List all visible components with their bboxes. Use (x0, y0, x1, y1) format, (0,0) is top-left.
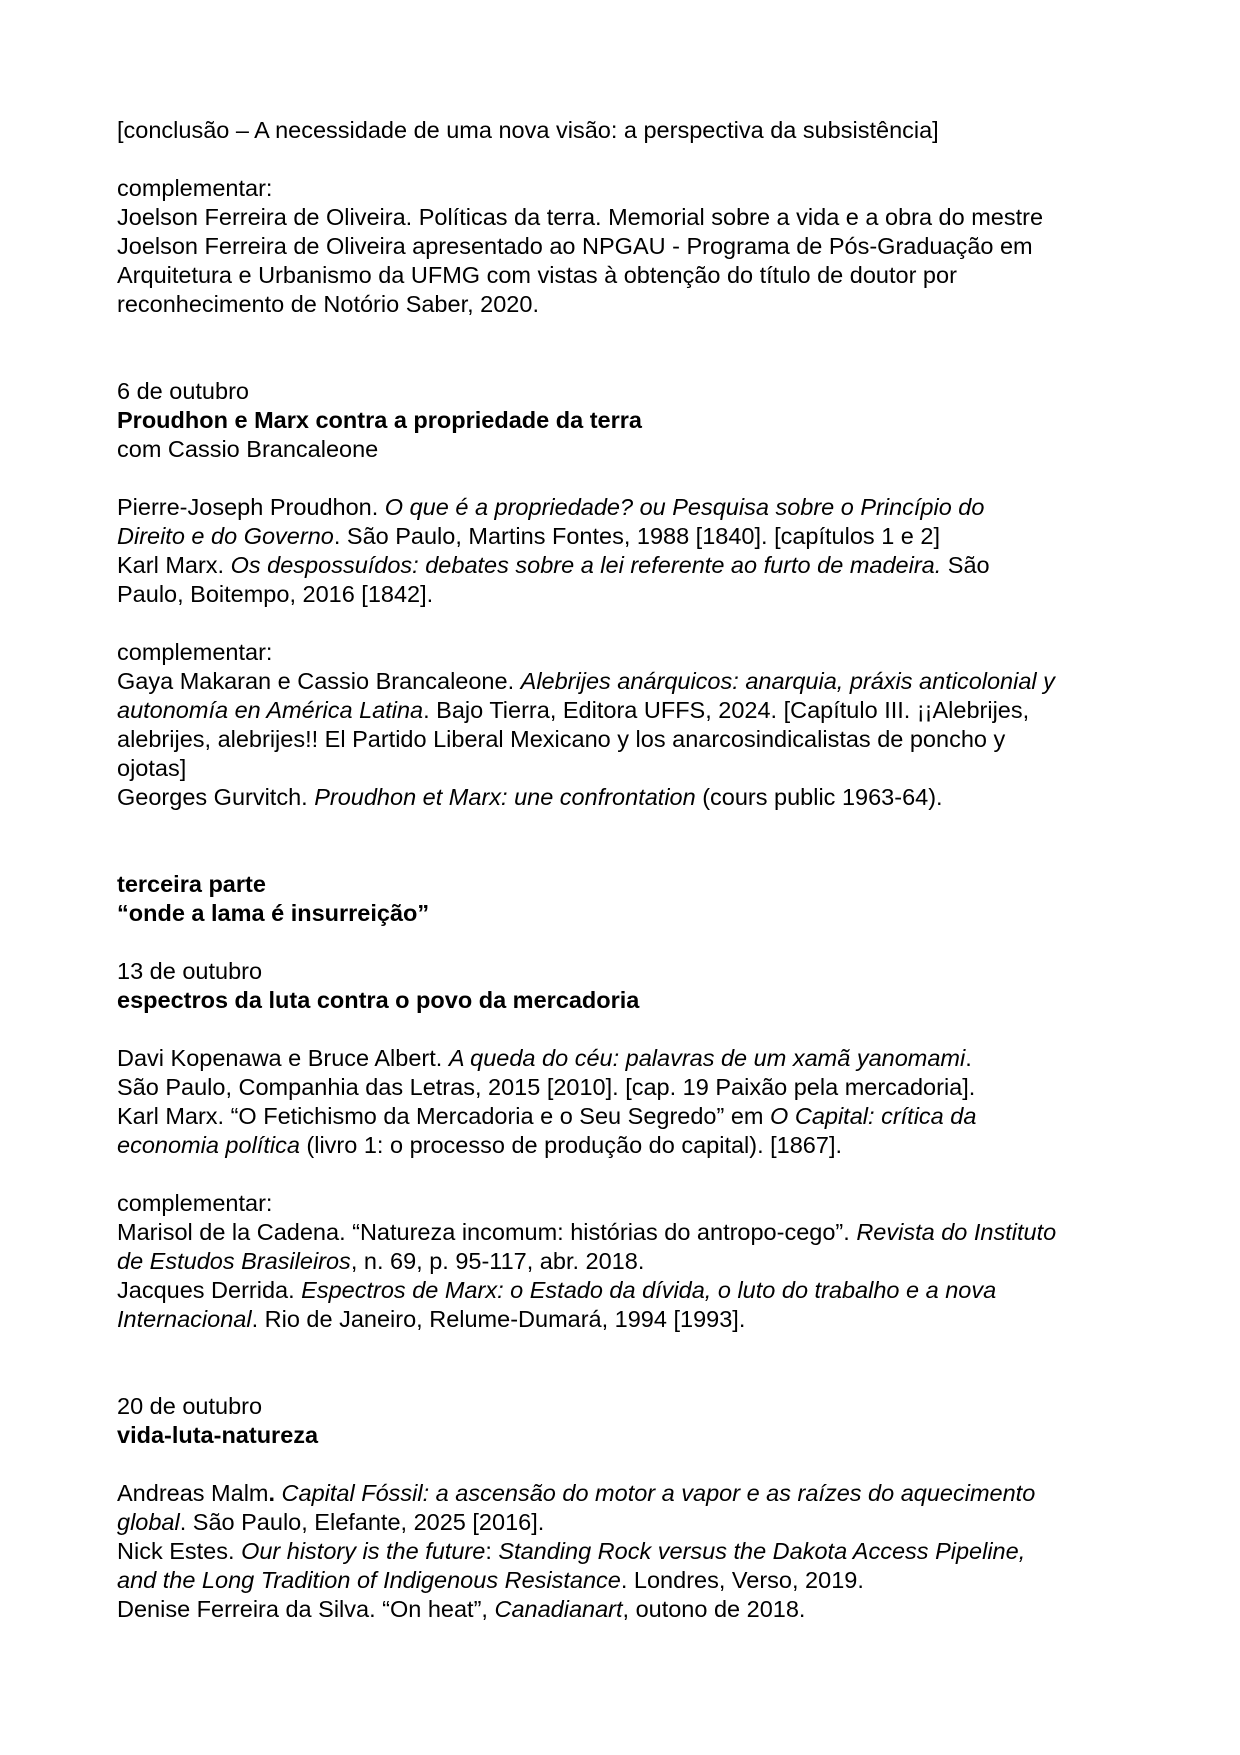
reference-makaran-brancaleone: Gaya Makaran e Cassio Brancaleone. Alebrijes anárquicos: anarquia, práxis anticolonial y autonomía en América Latina. Bajo Tierra, Editora UFFS, 2024. [Capítulo III. ¡¡Alebrijes, alebrijes, alebrijes!! El Partido Liberal Mexicano y los anarcosindicalistas de poncho y ojotas] (117, 668, 1055, 781)
complementar-ref-line: Joelson Ferreira de Oliveira apresentado ao NPGAU - Programa de Pós-Graduação em (117, 233, 1033, 259)
reference-malm: Andreas Malm. Capital Fóssil: a ascensão do motor a vapor e as raízes do aquecimento global. São Paulo, Elefante, 2025 [2016]. (117, 1480, 1036, 1535)
reference-estes: Nick Estes. Our history is the future: Standing Rock versus the Dakota Access Pipeline, and the Long Tradition of Indigenous Resistance. Londres, Verso, 2019. (117, 1538, 1026, 1593)
page-content (117, 116, 1137, 1624)
reference-marx-despossuidos: Karl Marx. Os despossuídos: debates sobre a lei referente ao furto de madeira. São Paulo, Boitempo, 2016 [1842]. (117, 552, 990, 607)
session-date: 20 de outubro (117, 1393, 263, 1419)
session-title: espectros da luta contra o povo da mercadoria (117, 987, 640, 1013)
reference-proudhon: Pierre-Joseph Proudhon. O que é a propriedade? ou Pesquisa sobre o Princípio do Direito e do Governo. São Paulo, Martins Fontes, 1988 [1840]. [capítulos 1 e 2] (117, 494, 985, 549)
complementar-ref-line: Arquitetura e Urbanismo da UFMG com vistas à obtenção do título de doutor por (117, 262, 957, 288)
part-heading: terceira parte (117, 871, 266, 897)
session-guest: com Cassio Brancaleone (117, 436, 379, 462)
complementar-label: complementar: (117, 639, 273, 665)
complementar-label: complementar: (117, 1190, 273, 1216)
session-date: 13 de outubro (117, 958, 263, 984)
conclusao-line: [conclusão – A necessidade de uma nova visão: a perspectiva da subsistência] (117, 117, 939, 143)
reference-derrida: Jacques Derrida. Espectros de Marx: o Estado da dívida, o luto do trabalho e a nova Internacional. Rio de Janeiro, Relume-Dumará, 1994 [1993]. (117, 1277, 997, 1332)
reference-ferreira-da-silva: Denise Ferreira da Silva. “On heat”, Canadianart, outono de 2018. (117, 1596, 806, 1622)
session-title: vida-luta-natureza (117, 1422, 319, 1448)
complementar-label: complementar: (117, 175, 273, 201)
reference-kopenawa-albert: Davi Kopenawa e Bruce Albert. A queda do céu: palavras de um xamã yanomami. São Paulo, Companhia das Letras, 2015 [2010]. [cap. 19 Paixão pela mercadoria]. (117, 1045, 976, 1100)
reference-marx-fetichismo: Karl Marx. “O Fetichismo da Mercadoria e o Seu Segredo” em O Capital: crítica da economia política (livro 1: o processo de produção do capital). [1867]. (117, 1103, 977, 1158)
session-title: Proudhon e Marx contra a propriedade da terra (117, 407, 642, 433)
session-date: 6 de outubro (117, 378, 249, 404)
complementar-ref-line: reconhecimento de Notório Saber, 2020. (117, 291, 539, 317)
reference-de-la-cadena: Marisol de la Cadena. “Natureza incomum: histórias do antropo-cego”. Revista do Instituto de Estudos Brasileiros, n. 69, p. 95-117, abr. 2018. (117, 1219, 1057, 1274)
reference-gurvitch: Georges Gurvitch. Proudhon et Marx: une confrontation (cours public 1963-64). (117, 784, 943, 810)
complementar-ref-line: Joelson Ferreira de Oliveira. Políticas da terra. Memorial sobre a vida e a obra do mestre (117, 204, 1044, 230)
part-quote: “onde a lama é insurreição” (117, 900, 430, 926)
